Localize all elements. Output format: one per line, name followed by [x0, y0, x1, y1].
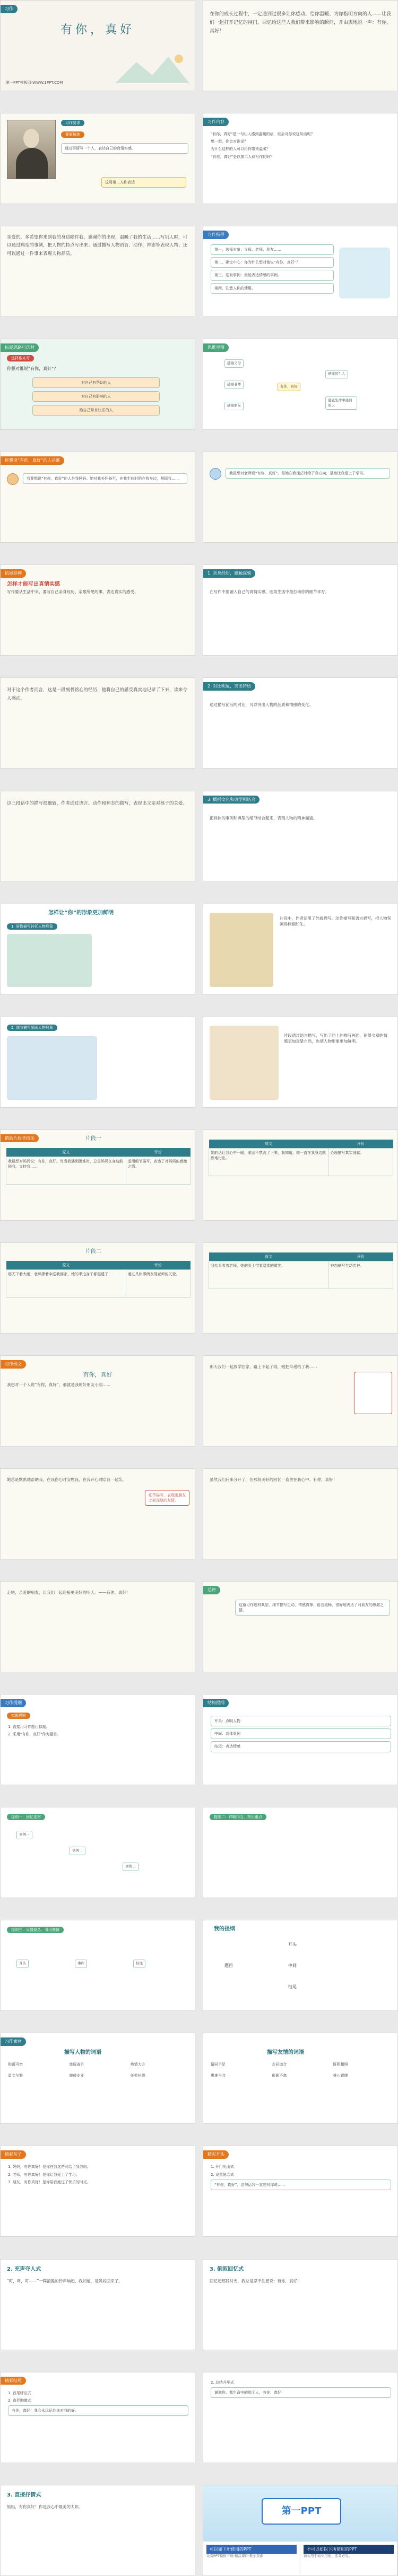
- table-header: 评价: [328, 1252, 393, 1261]
- slide-tag: 拓展延伸: [1, 569, 26, 578]
- slide-34[interactable]: [203, 1807, 398, 1898]
- outline-node: 题目: [224, 1963, 233, 1969]
- slide-24[interactable]: [203, 1242, 398, 1334]
- slide-15[interactable]: [0, 791, 195, 882]
- slide-row: [0, 226, 398, 317]
- word-item: 任劳任怨: [130, 2073, 145, 2078]
- slide-subtitle: 3. 倒叙回忆式: [210, 2266, 244, 2272]
- slide-title: 有你，真好: [60, 23, 135, 37]
- word-item: 热情大方: [130, 2062, 145, 2067]
- slide-38[interactable]: [203, 2033, 398, 2124]
- word-item: 温文尔雅: [8, 2073, 23, 2078]
- summary-box: 这篇习作选材典型，细节描写生动，情感真挚，语言流畅，很好地表达了对朋友的感激之情。: [235, 1600, 390, 1616]
- slide-row: [0, 677, 398, 769]
- slide-subtitle: 3. 直接抒情式: [7, 2492, 41, 2498]
- outline-list: [8, 1724, 188, 1739]
- scene-image: [210, 913, 273, 987]
- annotation-note: 细节描写，表现出朋友之间深厚的友情。: [145, 1490, 189, 1506]
- slide-1[interactable]: [0, 0, 195, 91]
- list-item: 2. 采用"有你，真好"作为题目。: [8, 1732, 61, 1737]
- hint-box: 这周第二人称表达: [101, 177, 186, 188]
- slide-18[interactable]: [203, 904, 398, 995]
- word-item: 慈眉善目: [69, 2062, 84, 2067]
- promo-column-head: 可以如下所使用的PPT: [206, 2545, 297, 2554]
- comparison-table: [6, 1148, 191, 1185]
- slide-20[interactable]: [203, 1017, 398, 1108]
- table-cell: 我抬头看着老师，她的脸上带着温柔的微笑。: [209, 1261, 329, 1289]
- list-item: 3. 朋友，有你真好！是你陪我度过了快乐的时光。: [8, 2180, 91, 2184]
- word-item: 患难与共: [211, 2073, 226, 2078]
- body-text: 片段中，作者运用了外貌描写、动作描写和语言描写，把人物刻画得栩栩如生。: [280, 915, 391, 927]
- annotation-box: [354, 1372, 392, 1414]
- slide-39[interactable]: [0, 2146, 195, 2237]
- bubble: 对自己有帮助的人: [32, 377, 160, 388]
- fragment-title: 片段一: [85, 1135, 101, 1142]
- illustration-image: [339, 248, 390, 298]
- slide-row: [0, 452, 398, 543]
- outline-pill: 提纲一：回忆选材: [7, 1814, 45, 1820]
- example-text: “叮，咚，叮——”一阵清脆的铃声响起，我知道，是妈妈回来了。: [7, 2278, 123, 2283]
- example-box: “有你，真好”，这句话我一直想对你说……: [211, 2180, 391, 2190]
- slide-tag: 精彩开头: [203, 2150, 229, 2159]
- list-item: 2. 总结升华式: [211, 2380, 234, 2385]
- slide-tag: 拓展思路巧选材: [1, 343, 39, 352]
- slide-row: [0, 1468, 398, 1559]
- bubble: 对自己有影响的人: [32, 391, 160, 402]
- word-item: 推心置腹: [333, 2073, 348, 2078]
- subtitle-pill: 拟题思路: [7, 1713, 30, 1719]
- bubble: 给自己带来快乐的人: [32, 405, 160, 416]
- slide-subtitle: 怎样才能写出真情实感: [7, 581, 60, 588]
- slide-42[interactable]: [203, 2259, 398, 2350]
- slide-28[interactable]: [203, 1468, 398, 1559]
- scenery-image: [7, 934, 92, 987]
- slide-row: [0, 1017, 398, 1108]
- body-text: 亲爱的，多希望你来到我的身边陪伴我，感谢你的出现，温暖了我的生活……写别人时，可以通过典型的事例，把人物的特点写出来；通过描写人物语言、动作、神态等表现人物；还可以通过一件事来表现人物品质。: [7, 235, 188, 257]
- slide-subtitle: 描写人物的词语: [64, 2050, 101, 2056]
- table-cell: 我最想对妈妈说：有你，真好。每当我遇到困难时，总是妈妈在身边鼓励我、支持我……: [6, 1157, 126, 1184]
- slide-32[interactable]: [203, 1694, 398, 1785]
- table-header: 原文: [209, 1252, 329, 1261]
- slide-26[interactable]: [203, 1355, 398, 1446]
- requirement-text: 通过事情写一个人，表达自己的真情实感。: [61, 143, 188, 154]
- list-item: 想一想，你会对谁说？: [211, 139, 248, 144]
- list-item: 1. 直接用习作题目拟题。: [8, 1725, 50, 1730]
- slide-tag: 3. 概括文化和典型相结合: [203, 796, 259, 804]
- slide-30[interactable]: [203, 1581, 398, 1672]
- slide-subtitle: 怎样让“你”的形象更加鲜明: [48, 910, 114, 916]
- comparison-table: [209, 1140, 393, 1176]
- slide-40[interactable]: [203, 2146, 398, 2237]
- word-item: 和蔼可亲: [8, 2062, 23, 2067]
- slide-tag: 借助片段学技法: [1, 1134, 39, 1143]
- outline-pill: 提纲三：设置悬念，引出感情: [7, 1927, 64, 1933]
- example-box: 有你，真好！我会永远记住你对我的好。: [8, 2405, 188, 2416]
- speech-bubble: 我要想说“有你，真好”的人是我妈妈。她对我关怀备至，在我生病时陪在我身边，照顾我……: [23, 473, 187, 484]
- slide-23[interactable]: [0, 1242, 195, 1334]
- slide-36[interactable]: [203, 1920, 398, 2011]
- list-item: 为什么这样的人可以给你带来温暖？: [211, 147, 270, 152]
- example-text: 妈妈，有你真好！你是我心中最美的太阳。: [7, 2504, 83, 2509]
- table-header: 评价: [126, 1261, 190, 1270]
- portrait-image: [7, 120, 56, 179]
- slide-10[interactable]: [203, 452, 398, 543]
- list-item: 1. 首尾呼应式: [8, 2390, 31, 2395]
- table-cell: 通过具体事例表现老师的关爱。: [126, 1270, 190, 1298]
- word-grid: [8, 2062, 188, 2080]
- list-item: 开头：点明人物: [211, 1716, 391, 1726]
- outline-list: [211, 1716, 391, 1754]
- mind-map: [16, 1944, 149, 2002]
- body-text: 片段通过语言描写，写出了同上的描写画面，使得文章的情感更加真挚自然，也使人物形象更加鲜明。: [284, 1033, 387, 1044]
- table-cell: 心理描写真实细腻。: [328, 1148, 393, 1176]
- outline-node: 中间: [288, 1963, 297, 1969]
- slide-tag: 1. 亲身经历，感触深刻: [203, 569, 255, 578]
- slide-row: [0, 1920, 398, 2011]
- body-text: 她总是默默地帮助我，在我伤心时安慰我，在我开心时陪我一起笑。: [7, 1477, 126, 1483]
- mind-map-node: 事件: [75, 1960, 87, 1968]
- list-item: 第二，确定中心：你为什么想对他说“有你，真好”？: [211, 257, 334, 268]
- example-text: 回忆起那段时光，我总是忍不住想说：有你，真好！: [210, 2278, 301, 2283]
- example-title: 有你，真好: [83, 1371, 113, 1378]
- promo-column-body: 请勿用于商业用途，违者必究。: [304, 2554, 352, 2559]
- slide-row: [0, 1807, 398, 1898]
- slide-row: [0, 2485, 398, 2576]
- avatar: [210, 468, 221, 480]
- body-text: 通过描写前后的对比，可以突出人物的品质和情感的变化。: [210, 702, 313, 708]
- table-cell: 运用细节描写，表达了对妈妈的感激之情。: [126, 1157, 190, 1184]
- slide-25[interactable]: [0, 1355, 195, 1446]
- illustration-image: [7, 1036, 97, 1100]
- slide-row: [0, 791, 398, 882]
- slide-row: [0, 2372, 398, 2463]
- slide-subtitle: 我的提纲: [214, 1926, 235, 1933]
- slide-tag: 习作例文: [1, 1360, 26, 1369]
- list-item: 第四，注意人称的使用。: [211, 283, 334, 294]
- slide-tag: 习作: [1, 5, 18, 13]
- slide-tag: 习作指导: [203, 231, 229, 239]
- mountain-illustration: [115, 51, 189, 83]
- slide-tag: 你想说“有你，真好”的人是谁: [1, 456, 64, 465]
- slide-4[interactable]: [203, 113, 398, 204]
- promo-badge: 第一PPT: [262, 2498, 341, 2525]
- slide-44[interactable]: [203, 2372, 398, 2463]
- section-tag: 习作要求: [61, 120, 84, 126]
- mind-map: [224, 359, 357, 418]
- table-header: 原文: [6, 1148, 126, 1157]
- slide-tag: 习作素材: [1, 2037, 26, 2046]
- body-text: 在写作中要融入自己的真情实感。选取生活中最打动你的细节来写。: [210, 589, 329, 595]
- slide-tag: 思维导图: [203, 343, 229, 352]
- body-text: 走吧，亲爱的朋友，让我们一起迎接更美好的明天。——有你，真好！: [7, 1590, 131, 1595]
- slide-27[interactable]: [0, 1468, 195, 1559]
- slide-row: [0, 564, 398, 656]
- slide-21[interactable]: [0, 1130, 195, 1221]
- slide-11[interactable]: [0, 564, 195, 656]
- list-item: 第一，选择对象：父母、老师、朋友……: [211, 244, 334, 255]
- table-header: 原文: [209, 1140, 329, 1149]
- list-item: 第三，选取事例：最能表达情感的事例。: [211, 270, 334, 280]
- mind-map-node: 事例一: [16, 1831, 32, 1839]
- slide-row: [0, 1581, 398, 1672]
- slide-tag: 精彩结尾: [1, 2377, 26, 2385]
- ending-list: [8, 2390, 188, 2418]
- body-text: 把具体的事例和典型的细节结合起来，表现人物的精神面貌。: [210, 815, 317, 821]
- content-list: [211, 131, 391, 162]
- slide-row: [0, 1242, 398, 1334]
- body-text: 这三段话中的描写很细致，作者通过语言、动作和神态的描写，表现出父亲对孩子的关爱。: [7, 800, 188, 806]
- comparison-table: [6, 1261, 191, 1298]
- mind-map-node: 感谢朋友: [224, 402, 244, 410]
- mind-map-node: 事例二: [70, 1847, 85, 1855]
- word-item: 情同手足: [211, 2062, 226, 2067]
- sentence-list: [8, 2164, 188, 2186]
- slide-row: [0, 904, 398, 995]
- question-text: 你想对谁说“有你，真好”？: [7, 366, 58, 372]
- slide-12[interactable]: [203, 564, 398, 656]
- list-item: 中间：具体事例: [211, 1728, 391, 1739]
- slide-row: [0, 2259, 398, 2350]
- body-text: 写作要从生活中来，要写自己亲身经历、亲眼所见的事，表达真实的感受。: [7, 589, 139, 595]
- slide-row: [0, 339, 398, 430]
- promo-column: [300, 2542, 397, 2575]
- slide-tag: 2. 对比明显，突出特质: [203, 682, 255, 691]
- slide-2[interactable]: [203, 0, 398, 91]
- word-item: 兢兢业业: [69, 2073, 84, 2078]
- table-header: 原文: [6, 1261, 126, 1270]
- slide-17[interactable]: [0, 904, 195, 995]
- word-grid: [211, 2062, 391, 2080]
- promo-column-head: 不可以如以下所使用的PPT: [304, 2545, 394, 2554]
- ending-list: [211, 2380, 391, 2400]
- mind-map-center: 有你，真好: [278, 383, 300, 391]
- outline-pill: 提纲二：详略得当，突出重点: [210, 1814, 266, 1820]
- outline-node: 开头: [288, 1942, 297, 1947]
- list-item: 结尾：表达情感: [211, 1741, 391, 1752]
- subtitle-pill: 要素解读: [61, 131, 84, 138]
- slide-8[interactable]: [203, 339, 398, 430]
- slide-6[interactable]: [203, 226, 398, 317]
- slide-row: [0, 2146, 398, 2237]
- outline-node: 结尾: [288, 1984, 297, 1990]
- slide-22[interactable]: [203, 1130, 398, 1221]
- section-pill: 2. 细节描写刻画人物形象: [7, 1025, 57, 1031]
- slide-35[interactable]: [0, 1920, 195, 2011]
- slide-29[interactable]: [0, 1581, 195, 1672]
- slide-row: [0, 1694, 398, 1785]
- slide-13[interactable]: [0, 677, 195, 769]
- list-item: 2. 设置悬念式: [211, 2172, 234, 2177]
- table-cell: 神态描写生动传神。: [328, 1261, 393, 1289]
- slide-row: [0, 1130, 398, 1221]
- promo-column: [203, 2542, 300, 2575]
- slide-45[interactable]: [0, 2485, 195, 2576]
- brand-footer: 第一PPT模板网-WWW.1PPT.COM: [6, 80, 63, 85]
- mind-map: [16, 1831, 149, 1889]
- comparison-table: [209, 1252, 393, 1289]
- mind-map-node: 感谢陌生人: [325, 370, 348, 378]
- body-text: 我想对一个人说“有你，真好”，那就是我的好朋友小丽……: [7, 1382, 111, 1387]
- slide-14[interactable]: [203, 677, 398, 769]
- slide-37[interactable]: [0, 2033, 195, 2124]
- list-item: 2. 直抒胸臆式: [8, 2398, 31, 2403]
- example-box: 谢谢你，我生命中的那个人，有你，真好！: [211, 2387, 391, 2398]
- slide-7[interactable]: [0, 339, 195, 430]
- mind-map-node: 感恩生命中遇到的人: [325, 396, 357, 410]
- word-item: 肝胆相照: [333, 2062, 348, 2067]
- slide-row: [0, 2033, 398, 2124]
- slide-46[interactable]: [203, 2485, 398, 2576]
- table-cell: 那天下着大雨，老师撑着伞送我回家，她的半边身子都湿透了……: [6, 1270, 126, 1298]
- scene-image: [210, 1026, 279, 1100]
- promo-column-body: 免费PPT模板下载·精品课件·教学资源: [206, 2554, 263, 2559]
- slide-33[interactable]: [0, 1807, 195, 1898]
- slide-row: [0, 0, 398, 91]
- avatar: [7, 473, 19, 485]
- word-item: 志同道合: [272, 2062, 287, 2067]
- promo-info: [203, 2542, 397, 2575]
- table-header: 评价: [328, 1140, 393, 1149]
- slide-tag: 总评: [203, 1586, 220, 1594]
- opening-list: [211, 2164, 391, 2192]
- list-item: "有你，真好"是一句让人感到温暖的话，谁会对你说这句话呢？: [211, 132, 315, 137]
- list-item: “有你，真好”是以第二人称写作的吗？: [211, 154, 274, 159]
- slide-subtitle: 2. 充声夺人式: [7, 2266, 41, 2272]
- slide-tag: 习作内容: [203, 118, 229, 126]
- mind-map-node: 开头: [16, 1960, 29, 1968]
- slide-tag: 精彩句子: [1, 2150, 26, 2159]
- list-item: 2. 老师，有你真好！是你让我爱上了学习。: [8, 2172, 80, 2177]
- mind-map-node: 事例三: [123, 1863, 139, 1871]
- guide-list: [211, 244, 334, 296]
- table-cell: 她的话让我心中一暖，眼泪不禁流了下来，我知道，她一直在我身边默默地付出。: [209, 1148, 329, 1176]
- slide-subtitle: 描写友情的词语: [267, 2050, 304, 2056]
- slide-row: [0, 1355, 398, 1446]
- slide-3[interactable]: [0, 113, 195, 204]
- speech-bubble: 我最想对老师说“有你，真好”。是她在我迷茫时给了我方向，是她让我爱上了学习。: [226, 468, 390, 479]
- list-item: 1. 开门见山式: [211, 2165, 234, 2169]
- slide-16[interactable]: [203, 791, 398, 882]
- fragment-title: 片段二: [85, 1248, 101, 1255]
- body-text: 虽然我们后来分开了，但那段美好的回忆一直留在我心中。有你，真好！: [210, 1477, 337, 1483]
- slide-5[interactable]: [0, 226, 195, 317]
- slide-tag: 习作提纲: [1, 1699, 26, 1707]
- body-text: 对于这个作者而言，这是一段刻骨铭心的经历，他将自己的感受真实地记录了下来，读来令人感动。: [7, 687, 188, 701]
- table-header: 评价: [126, 1148, 190, 1157]
- slide-tag: 结构提纲: [203, 1699, 229, 1707]
- slide-9[interactable]: [0, 452, 195, 543]
- subtitle-pill: 选择谁来写: [7, 355, 34, 361]
- section-pill: 1. 景物描写衬托人物形象: [7, 923, 57, 930]
- slide-31[interactable]: [0, 1694, 195, 1785]
- mind-map-node: 感谢父母: [224, 359, 244, 367]
- word-item: 形影不离: [272, 2073, 287, 2078]
- slide-41[interactable]: [0, 2259, 195, 2350]
- promo-banner: [203, 2485, 397, 2543]
- mind-map-node: 结尾: [133, 1960, 145, 1968]
- slide-19[interactable]: [0, 1017, 195, 1108]
- slide-43[interactable]: [0, 2372, 195, 2463]
- slide-row: [0, 113, 398, 204]
- mind-map-node: 感谢老师: [224, 381, 244, 389]
- intro-text: 在你的成长过程中，一定遇到过很多让你感动、给你温暖、为你指明方向的人——让我们一起打开记忆的闸门，回忆给这些人我们带来影响的瞬间，并由衷地说一声：有你，真好！: [210, 12, 392, 34]
- list-item: 1. 妈妈，有你真好！是你在我迷茫时给了我方向。: [8, 2165, 91, 2169]
- body-text: 那天我们一起放学回家，路上下起了雨，她把伞递给了我……: [210, 1364, 317, 1369]
